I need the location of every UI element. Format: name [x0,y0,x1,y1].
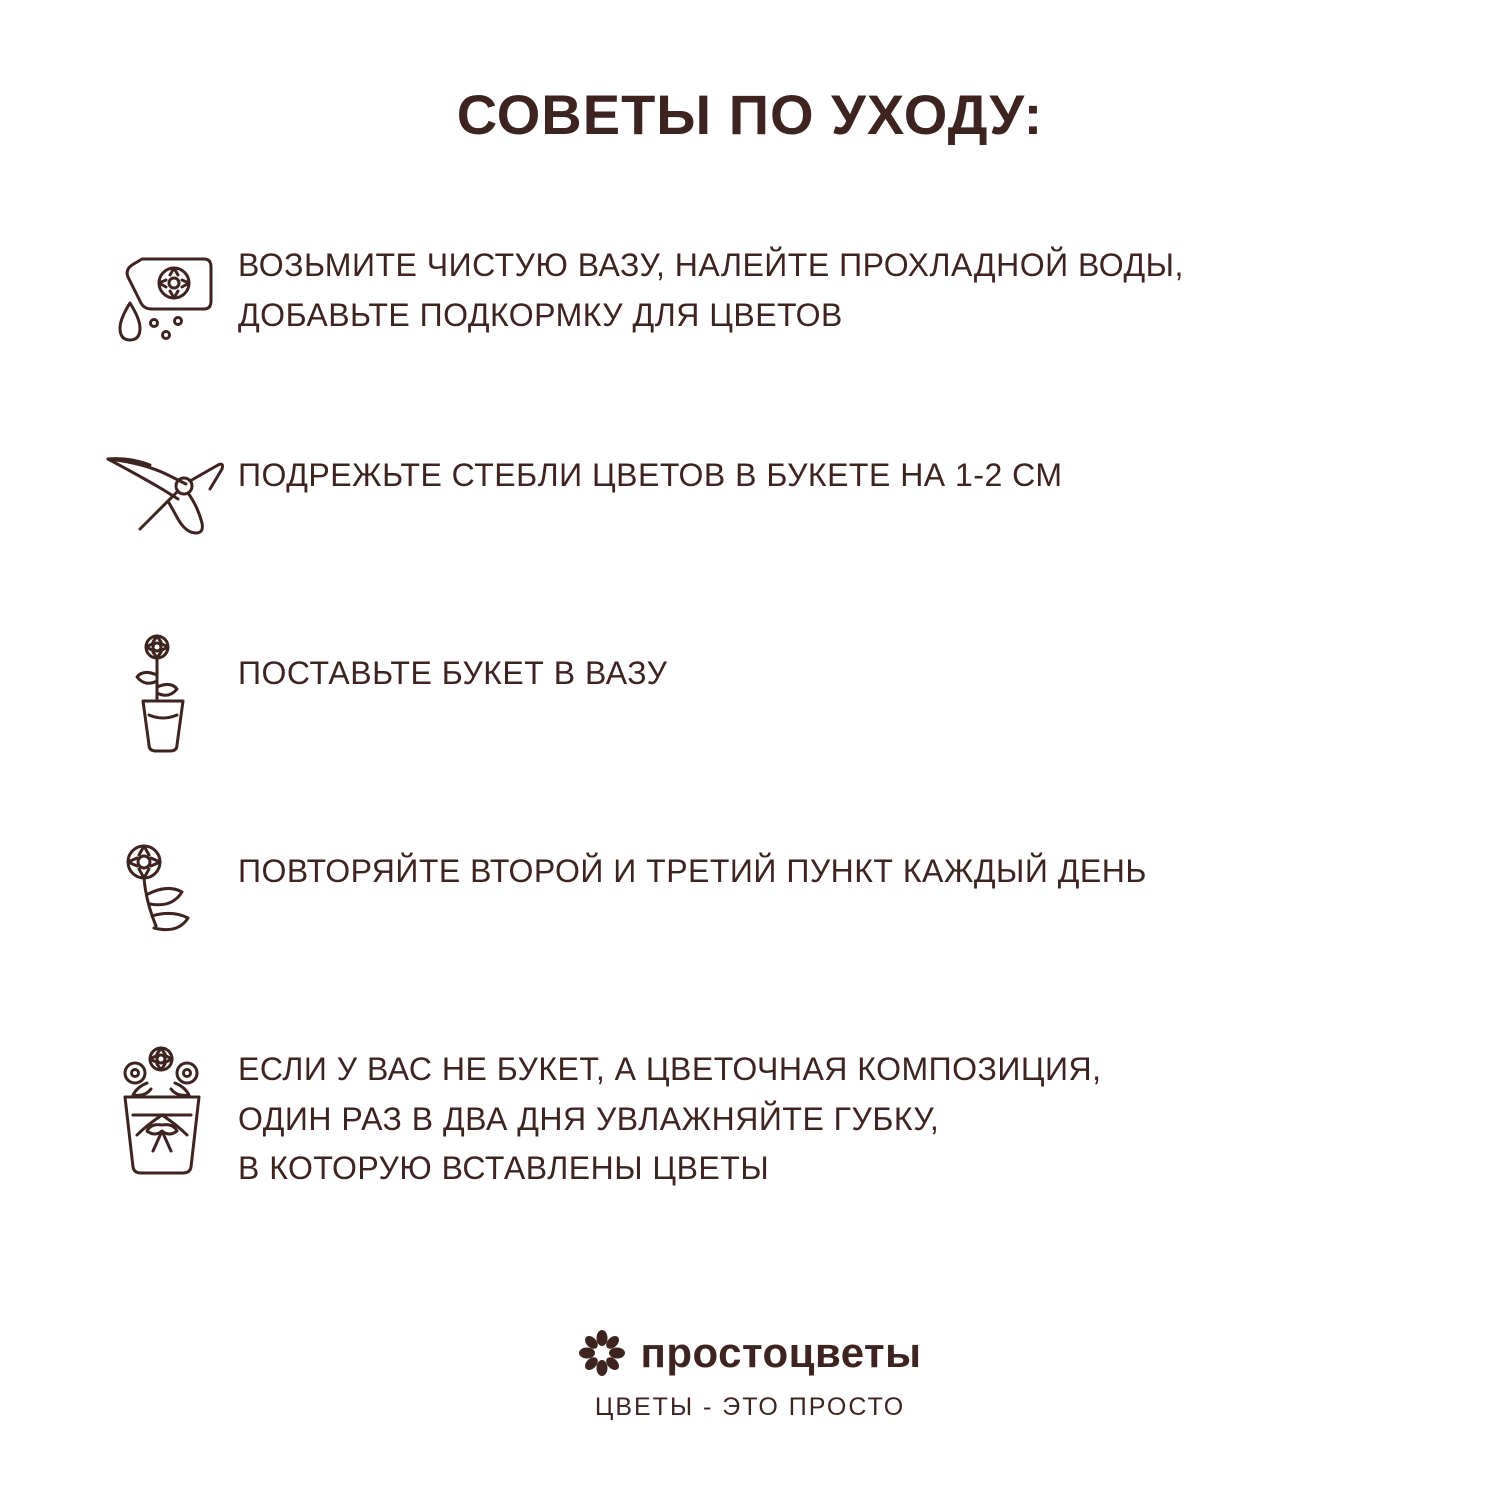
list-item-line: ДОБАВЬТЕ ПОДКОРМКУ ДЛЯ ЦВЕТОВ [238,296,843,333]
pruning-shears-icon [88,435,238,555]
list-item [88,831,1440,971]
brand-lockup [0,1329,1500,1377]
list-item [88,633,1440,773]
list-item-line: ПОСТАВЬТЕ БУКЕТ В ВАЗУ [238,655,668,691]
list-item [88,1029,1440,1199]
flower-basket-icon [88,1029,238,1199]
tips-list [0,225,1500,1199]
list-item [88,225,1440,375]
list-item-line: ПОВТОРЯЙТЕ ВТОРОЙ И ТРЕТИЙ ПУНКТ КАЖДЫЙ ДЕНЬ [238,853,1147,889]
flower-in-vase-icon [88,633,238,753]
brand-name: простоцветы [640,1329,922,1376]
brand-tagline: ЦВЕТЫ - ЭТО ПРОСТО [594,1393,906,1421]
list-item-line: ОДИН РАЗ В ДВА ДНЯ УВЛАЖНЯЙТЕ ГУБКУ, [238,1100,940,1137]
watering-can-icon [88,225,238,375]
list-item [88,435,1440,575]
list-item-line: ВОЗЬМИТЕ ЧИСТУЮ ВАЗУ, НАЛЕЙТЕ ПРОХЛАДНОЙ ВОДЫ, [238,247,1184,283]
list-item-line: ПОДРЕЖЬТЕ СТЕБЛИ ЦВЕТОВ В БУКЕТЕ НА 1-2 СМ [238,457,1063,493]
list-item-text [238,633,1440,699]
list-item-text [238,225,1440,340]
flower-logo-icon [579,1330,625,1376]
list-item-text [238,831,1440,897]
list-item-text [238,1029,1440,1194]
list-item-line: В КОТОРУЮ ВСТАВЛЕНЫ ЦВЕТЫ [238,1150,770,1187]
page-title: СОВЕТЫ ПО УХОДУ: [456,83,1044,146]
footer [0,1329,1500,1422]
flower-icon [88,831,238,951]
list-item-text [238,435,1440,501]
list-item-line: ЕСЛИ У ВАС НЕ БУКЕТ, А ЦВЕТОЧНАЯ КОМПОЗИЦИЯ, [238,1051,1102,1087]
